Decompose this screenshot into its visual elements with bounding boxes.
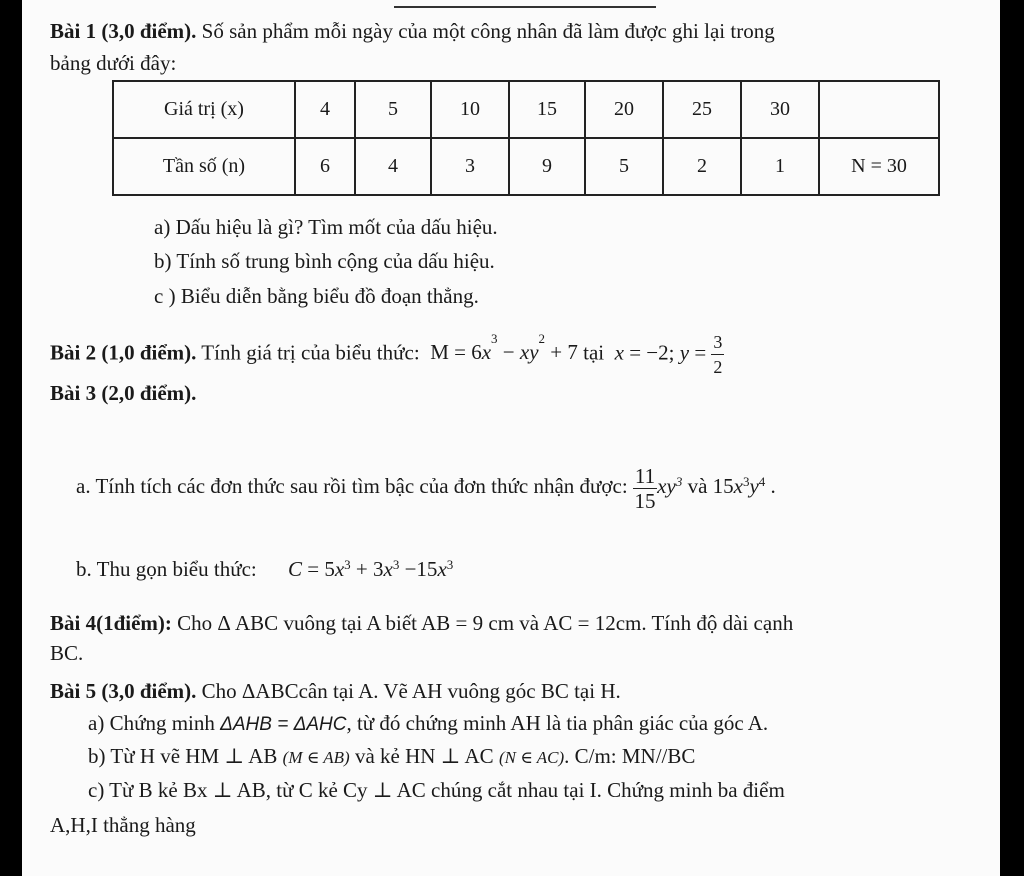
bai5-c-line1: c) Từ B kẻ Bx ⊥ AB, từ C kẻ Cy ⊥ AC chúng cắt nhau tại I. Chứng minh ba điểm xyxy=(88,778,785,802)
fraction-denominator: 15 xyxy=(634,488,656,513)
bai4-text2: BC. xyxy=(50,641,84,665)
worksheet-page xyxy=(22,0,1000,876)
bai5-a-line xyxy=(88,710,768,738)
bai1-question-b: b) Tính số trung bình cộng của dấu hiệu. xyxy=(154,249,495,273)
bai5-b-m1: (M ∈ AB) xyxy=(282,748,350,767)
bai5-c-line2: A,H,I thẳng hàng xyxy=(50,813,196,837)
table-cell: 20 xyxy=(585,81,663,138)
cell-row1-label: Giá trị (x) xyxy=(113,81,295,138)
bai2-y-fraction xyxy=(711,330,724,379)
bai5-a-post: , từ đó chứng minh AH là tia phân giác của góc A. xyxy=(346,711,769,735)
table-row-values xyxy=(113,81,939,138)
bai3-a-line xyxy=(76,456,776,516)
table-cell: 2 xyxy=(663,138,741,195)
bai5-a-math: ΔAHB = ΔAHC xyxy=(220,714,347,735)
bai3-fraction xyxy=(633,464,657,513)
table-cell: 30 xyxy=(741,81,819,138)
bai3-title xyxy=(50,380,196,406)
bai3-b-line xyxy=(76,556,453,582)
bai4-line1 xyxy=(50,610,793,636)
fraction-numerator: 11 xyxy=(634,463,656,488)
bai3-va: và xyxy=(687,474,708,498)
bai3-expression: $C = 5x^3 + 3x^3 -15x^3$ xyxy=(287,557,454,581)
bai5-title: Bài 5 (3,0 điểm). xyxy=(50,679,197,703)
bai2-expression: $M = 6x^3 - xy^2 + 7$ xyxy=(424,331,584,365)
y-denominator: 2 xyxy=(713,357,723,377)
bai5-b-line xyxy=(88,743,695,771)
table-cell: 9 xyxy=(509,138,585,195)
table-cell xyxy=(819,81,939,138)
bai2-values: x = −2; y = xyxy=(614,340,712,365)
table-cell: 5 xyxy=(585,138,663,195)
bai1-line1 xyxy=(50,18,775,44)
table-cell: 15 xyxy=(509,81,585,138)
bai2-line xyxy=(50,330,724,379)
table-cell: 3 xyxy=(431,138,509,195)
y-numerator: 3 xyxy=(711,330,724,355)
bai1-question-a: a) Dấu hiệu là gì? Tìm mốt của dấu hiệu. xyxy=(154,215,498,239)
table-cell: 6 xyxy=(295,138,355,195)
bai4-text1: Cho Δ ABC vuông tại A biết AB = 9 cm và AC = 12cm. Tính độ dài cạnh xyxy=(171,611,794,635)
bai5-b-pre: b) Từ H vẽ HM ⊥ AB xyxy=(88,744,278,768)
table-row-frequency xyxy=(113,138,939,195)
monomial-1: $xy^3$ xyxy=(657,474,683,498)
bai1-title: Bài 1 (3,0 điểm). xyxy=(50,19,197,43)
table-cell: 5 xyxy=(355,81,431,138)
bai1-text2: bảng dưới đây: xyxy=(50,51,177,75)
header-rule xyxy=(394,6,656,8)
bai2-text: Tính giá trị của biểu thức: xyxy=(196,340,420,365)
bai3-b-text: b. Thu gọn biểu thức: xyxy=(76,557,257,581)
bai5-line xyxy=(50,678,621,704)
bai3-a-text: a. Tính tích các đơn thức sau rồi tìm bậc của đơn thức nhận được: xyxy=(76,474,628,498)
monomial-2: $15x^3y^4$ . xyxy=(712,474,776,498)
bai5-text: Cho ΔABCcân tại A. Vẽ AH vuông góc BC tại H. xyxy=(196,679,621,703)
table-cell: 25 xyxy=(663,81,741,138)
bai3-title-text: Bài 3 (2,0 điểm). xyxy=(50,381,197,405)
table-cell: 1 xyxy=(741,138,819,195)
bai2-tai: tại xyxy=(583,340,605,365)
cell-row2-label: Tần số (n) xyxy=(113,138,295,195)
bai5-b-m2: (N ∈ AC) xyxy=(498,748,565,767)
bai5-a-pre: a) Chứng minh xyxy=(88,711,215,735)
bai1-question-c: c ) Biểu diễn bằng biểu đồ đoạn thẳng. xyxy=(154,284,479,308)
bai4-title: Bài 4(1điểm): xyxy=(50,611,172,635)
bai5-b-mid: và kẻ HN ⊥ AC xyxy=(354,744,494,768)
table-cell: 10 xyxy=(431,81,509,138)
bai5-b-post: . C/m: MN//BC xyxy=(564,744,696,768)
table-cell: 4 xyxy=(355,138,431,195)
table-cell: 4 xyxy=(295,81,355,138)
bai1-text1: Số sản phẩm mỗi ngày của một công nhân đã làm được ghi lại trong xyxy=(196,19,775,43)
frequency-table xyxy=(112,80,940,196)
bai2-title: Bài 2 (1,0 điểm). xyxy=(50,340,197,365)
table-cell-total: N = 30 xyxy=(819,138,939,195)
